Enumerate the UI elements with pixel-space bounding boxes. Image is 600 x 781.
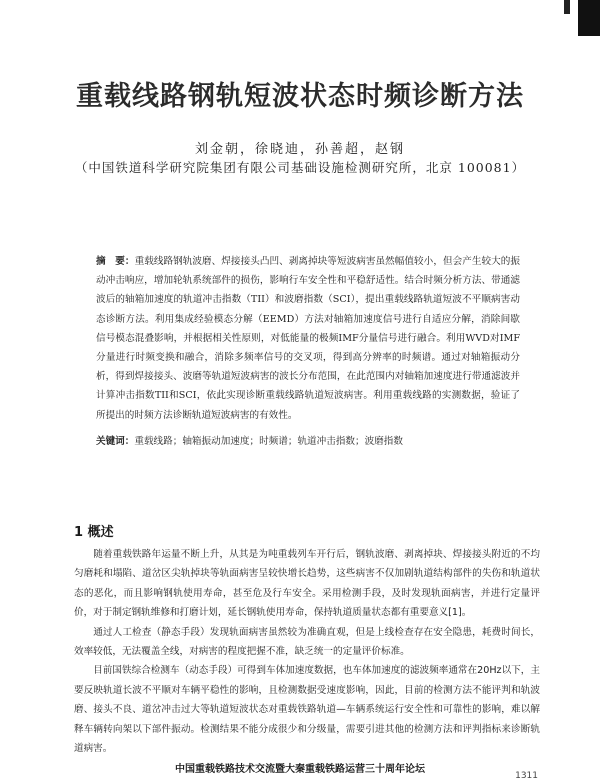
keywords <box>96 434 520 450</box>
paragraph: 通过人工检查（静态手段）发现轨面病害虽然较为准确直观，但是上线检查存在安全隐患，耗费时间长，效率较低，无法覆盖全线，对病害的程度把握不准，缺乏统一的定量评价标准。 <box>74 626 540 658</box>
section-heading: 1 概述 <box>74 525 114 540</box>
paragraph: 目前国铁综合检测车（动态手段）可得到车体加速度数据，也车体加速度的滤波频率通常在20Hz以下，主要反映轨道长波不平顺对车辆平稳性的影响，且检测数据受速度影响，因此，目前的检测方法不能评判和轨波磨、接头不良、道岔冲击过大等轨道短波状态对重载铁路轨道—车辆系统运行安全性和可靠性的影响，难以解释车辆转向架以下部件振动。检测结果不能分成很少和分级量，需要引进其他的检测方法和评判指标来诊断轨道病害。 <box>74 665 540 755</box>
abstract <box>96 252 520 425</box>
author-list: 刘金朝，徐晓迪，孙善超，赵钢 <box>194 142 405 157</box>
paragraph: 随着重载铁路年运量不断上升，从其是为吨重载列车开行后，钢轨波磨、剥离掉块、焊接接头附近的不均匀磨耗和塌陷、道岔区尖轨掉块等轨面病害呈较快增长趋势，这些病害不仅加剧轨道结构部件的失伤和轨道状态的恶化，而且影响钢轨使用寿命，甚至危及行车安全。采用检测手段，及时发现轨面病害，并进行定量评价，对于制定钢轨维修和打磨计划，延长钢轨使用寿命，保持轨道质量状态都有重要意义[1]。 <box>74 549 540 619</box>
keywords-text: 重载线路；轴箱振动加速度；时频谱；轨道冲击指数；波磨指数 <box>134 436 403 447</box>
section-body <box>74 545 540 758</box>
page-number: 1311 <box>515 771 538 781</box>
keywords-label: 关键词： <box>96 436 135 447</box>
scan-edge-mark-small <box>564 0 570 14</box>
scan-edge-mark <box>578 0 600 36</box>
abstract-text: 重载线路钢轨波磨、焊接接头凸凹、剥离掉块等短波病害虽然幅值较小，但会产生较大的振动冲击响应，增加轮轨系统部件的损伤，影响行车安全性和平稳舒适性。结合时频分析方法、带通滤波后的轴箱加速度的轨道冲击指数（TII）和波磨指数（SCI），提出重载线路轨道短波不平顺病害动态诊断方法。利用集成经验模态分解（EEMD）方法对轴箱加速度信号进行自适应分解，消除间歇信号模态混叠影响，并根据相关性原则，对低能量的极频IMF分量信号进行融合。利用WVD对IMF分量进行时频变换和融合，消除多频率信号的交叉项，得到高分辨率的时频谱。通过对轴箱振动分析，得到焊接接头、波磨等轨道短波病害的波长分布范围，在此范围内对轴箱加速度进行带通滤波并计算冲击指数TII和SCI，依此实现诊断重载线路轨道短波病害。利用重载线路的实测数据，验证了所提出的时频方法诊断轨道短波病害的有效性。 <box>96 256 521 421</box>
abstract-label: 摘 要： <box>96 256 135 267</box>
affiliation: （中国铁道科学研究院集团有限公司基础设施检测研究所，北京 100081） <box>74 160 526 175</box>
paper-title: 重载线路钢轨短波状态时频诊断方法 <box>76 81 524 112</box>
conference-footer: 中国重载铁路技术交流暨大秦重载铁路运营三十周年论坛 <box>175 764 425 775</box>
